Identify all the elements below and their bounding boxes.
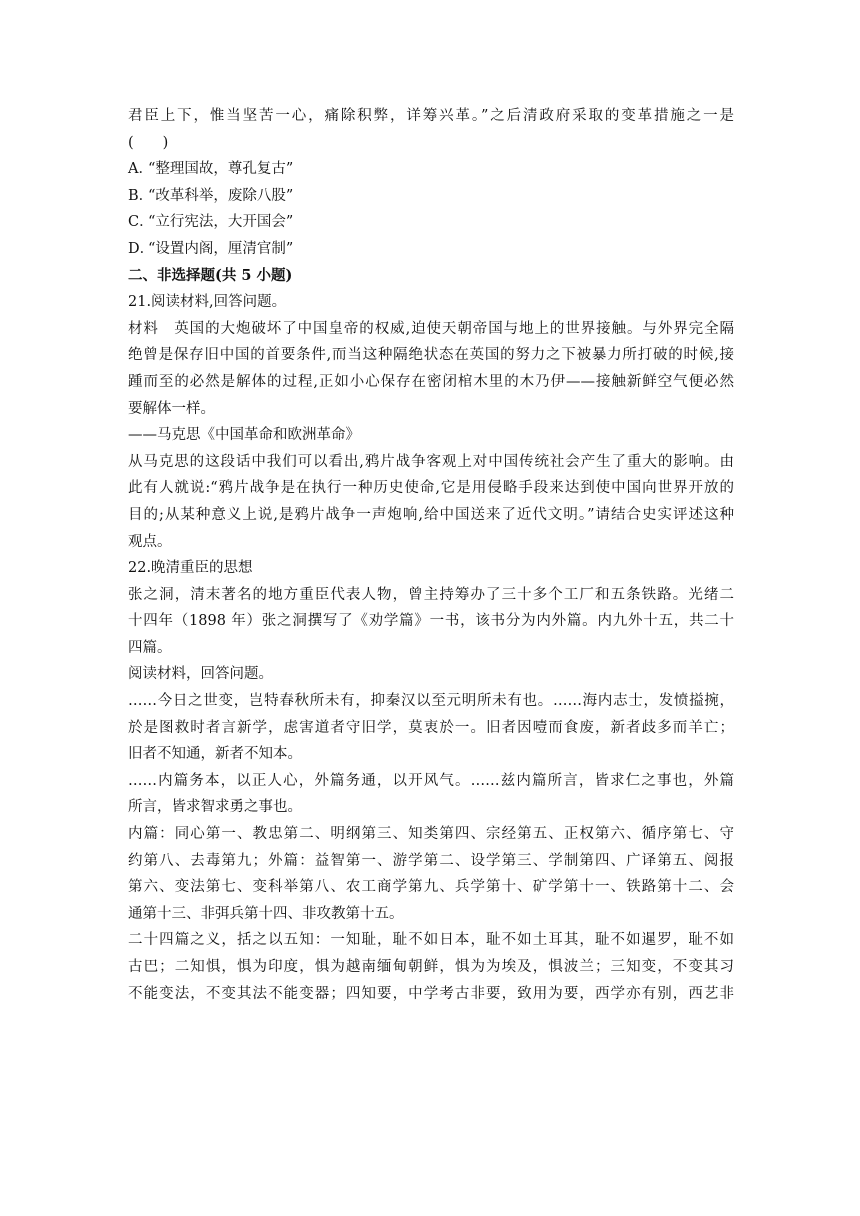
q22-para1-line: 於是图救时者言新学，虑害道者守旧学，莫衷於一。旧者因噎而食废，新者歧多而羊亡； bbox=[128, 719, 734, 736]
option-text: “整理国故，尊孔复古” bbox=[148, 161, 294, 178]
option-letter: C． bbox=[128, 214, 154, 231]
q22-para3-line: 第六、变法第七、变科举第八、农工商学第九、兵学第十、矿学第十一、铁路第十二、会 bbox=[128, 879, 734, 896]
q22-para3-line: 内篇：同心第一、教忠第二、明纲第三、知类第四、宗经第五、正权第六、循序第七、守 bbox=[128, 826, 734, 843]
section-heading: 二、非选择题(共 5 小题) bbox=[128, 266, 293, 284]
q21-title: 21.阅读材料,回答问题。 bbox=[128, 294, 287, 311]
q21-prompt-line: 从马克思的这段话中我们可以看出,鸦片战争客观上对中国传统社会产生了重大的影响。由 bbox=[128, 453, 734, 470]
q20-option-b bbox=[128, 183, 734, 210]
q20-answer-blank: ( ) bbox=[128, 134, 169, 151]
q21-prompt-line: 此有人就说:“鸦片战争是在执行一种历史使命,它是用侵略手段来达到使中国向世界开放的 bbox=[128, 480, 734, 497]
option-text: “改革科举，废除八股” bbox=[148, 187, 294, 204]
q22-para4-line: 不能变法，不变其法不能变器；四知要，中学考古非要，致用为要，西学亦有别，西艺非 bbox=[128, 985, 734, 1002]
q22-title: 22.晚清重臣的思想 bbox=[128, 560, 253, 577]
q22-para1-line: 旧者不知通，新者不知本。 bbox=[128, 746, 302, 763]
option-letter: B． bbox=[128, 187, 154, 204]
q20-option-d bbox=[128, 236, 734, 263]
q20-option-c bbox=[128, 209, 734, 236]
q22-para4-line: 二十四篇之义，括之以五知：一知耻，耻不如日本，耻不如土耳其，耻不如暹罗，耻不如 bbox=[128, 932, 734, 949]
q20-option-a bbox=[128, 156, 734, 183]
q22-para4-line: 古巴；二知惧，惧为印度，惧为越南缅甸朝鲜，惧为为埃及，惧波兰；三知变，不变其习 bbox=[128, 959, 734, 975]
option-letter: A． bbox=[128, 161, 153, 178]
option-text: “立行宪法，大开国会” bbox=[148, 214, 294, 231]
q22-para3-line: 约第八、去毒第九；外篇：益智第一、游学第二、设学第三、学制第四、广译第五、阅报 bbox=[128, 852, 734, 869]
q22-para2-line: 所言，皆求智求勇之事也。 bbox=[128, 799, 302, 816]
q22-intro-line: 四篇。 bbox=[128, 639, 172, 656]
document-content bbox=[128, 103, 734, 1007]
q22-intro-line: 十四年（1898 年）张之洞撰写了《劝学篇》一书，该书分为内外篇。内九外十五，共二十 bbox=[128, 613, 734, 630]
q21-material-line: 踵而至的必然是解体的过程,正如小心保存在密闭棺木里的木乃伊——接触新鲜空气便必然 bbox=[128, 373, 734, 390]
q21-prompt-line: 目的;从某种意义上说,是鸦片战争一声炮响,给中国送来了近代文明。”请结合史实评述这种 bbox=[128, 506, 734, 523]
q21-material-line: 要解体一样。 bbox=[128, 400, 215, 417]
q20-stem-tail: 君臣上下，惟当坚苦一心，痛除积弊，详筹兴革。”之后清政府采取的变革措施之一是 bbox=[128, 108, 734, 124]
q21-material-line: 材料 英国的大炮破坏了中国皇帝的权威,迫使天朝帝国与地上的世界接触。与外界完全隔 bbox=[128, 320, 734, 337]
q21-prompt-line: 观点。 bbox=[128, 533, 172, 550]
q21-material-line: 绝曾是保存旧中国的首要条件,而当这种隔绝状态在英国的努力之下被暴力所打破的时候,接 bbox=[128, 347, 734, 364]
q22-para2-line: ……内篇务本，以正人心，外篇务通，以开风气。……兹内篇所言，皆求仁之事也，外篇 bbox=[128, 772, 734, 789]
q22-intro-line: 张之洞，清末著名的地方重臣代表人物，曾主持筹办了三十多个工厂和五条铁路。光绪二 bbox=[128, 586, 734, 603]
option-text: “设置内阁，厘清官制” bbox=[148, 240, 294, 257]
q22-para3-line: 通第十三、非弭兵第十四、非攻教第十五。 bbox=[128, 905, 404, 922]
q22-para1-line: ……今日之世变，岂特春秋所未有，抑秦汉以至元明所未有也。……海内志士，发愤搤捥， bbox=[128, 693, 734, 710]
q22-instruction: 阅读材料，回答问题。 bbox=[128, 666, 273, 683]
option-letter: D． bbox=[128, 240, 155, 257]
q21-source: ——马克思《中国革命和欧洲革命》 bbox=[128, 427, 360, 444]
